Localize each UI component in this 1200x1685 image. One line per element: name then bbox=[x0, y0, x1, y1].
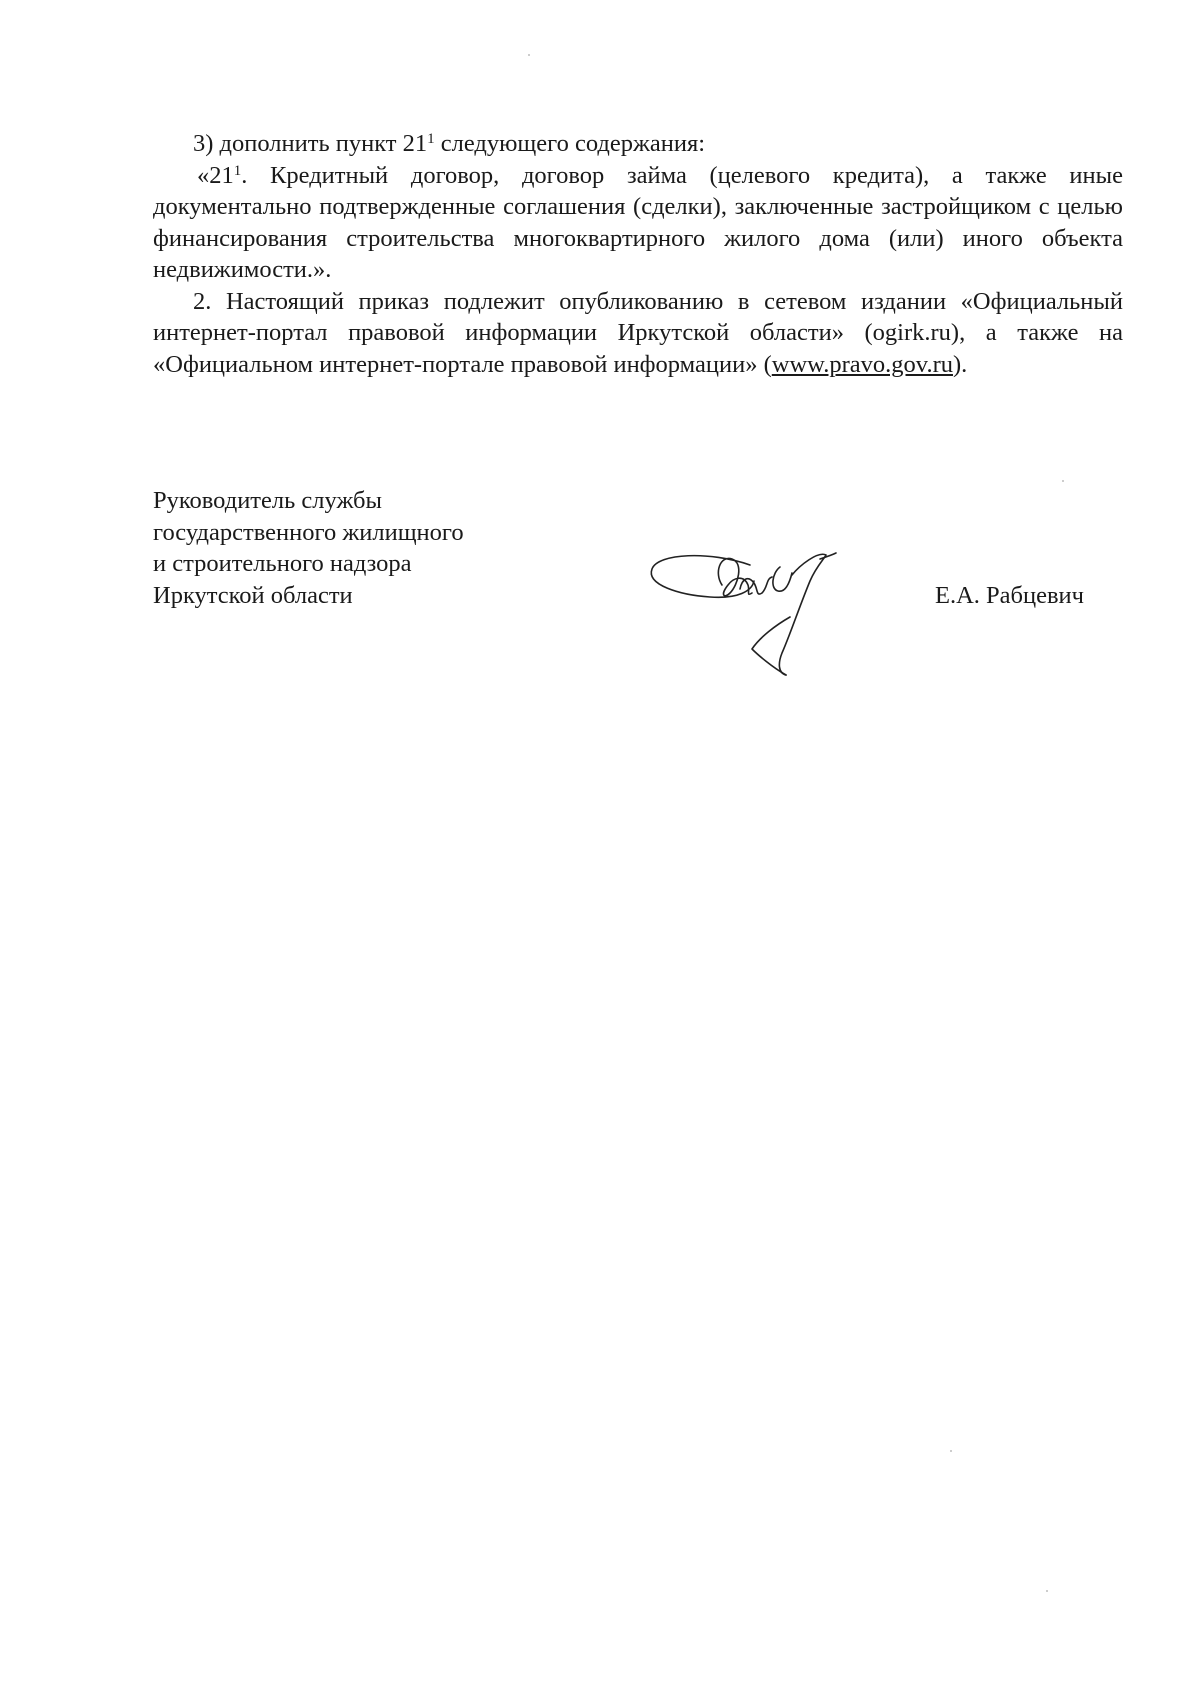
item-2-paragraph bbox=[153, 286, 1123, 381]
scan-speck bbox=[528, 54, 530, 56]
scan-speck bbox=[1062, 480, 1064, 482]
clause-21-1-paragraph bbox=[153, 160, 1123, 286]
signatory-title-block bbox=[153, 485, 464, 611]
handwritten-signature-icon bbox=[640, 545, 890, 695]
item-3-superscript: 1 bbox=[427, 131, 435, 147]
scan-speck bbox=[950, 1450, 952, 1452]
signatory-title-line: Иркутской области bbox=[153, 581, 353, 609]
pravo-gov-link[interactable]: www.pravo.gov.ru bbox=[771, 350, 953, 378]
item-3-tail: следующего содержания: bbox=[434, 130, 706, 157]
clause-21-1-superscript: 1 bbox=[233, 162, 242, 179]
item-3-lead: 3) дополнить пункт 21 bbox=[193, 130, 428, 157]
clause-21-1-lead: «21 bbox=[197, 161, 234, 189]
item-2-text: 2. Настоящий приказ подлежит опубликованию в сетевом издании «Официальный интернет-портал правовой информации Иркутской области» (ogirk.ru), а также на «Официальном интернет-портале правовой информации» ( bbox=[153, 287, 1123, 378]
clause-21-1-text: . Кредитный договор, договор займа (целевого кредита), а также иные документально подтвержденные соглашения (сделки), заключенные застройщиком с целью финансирования строительства многоквартирного жилого дома (или) иного объекта недвижимости.». bbox=[153, 161, 1123, 283]
signatory-name: Е.А. Рабцевич bbox=[935, 582, 1084, 609]
item-2-closing: ). bbox=[952, 350, 968, 378]
document-body bbox=[153, 128, 1123, 380]
signatory-title-line: Руководитель службы bbox=[153, 487, 382, 514]
signatory-title-line: государственного жилищного bbox=[153, 518, 464, 546]
item-3-paragraph bbox=[153, 128, 1123, 160]
signatory-title-line: и строительного надзора bbox=[153, 550, 412, 577]
scan-speck bbox=[1046, 1590, 1048, 1592]
